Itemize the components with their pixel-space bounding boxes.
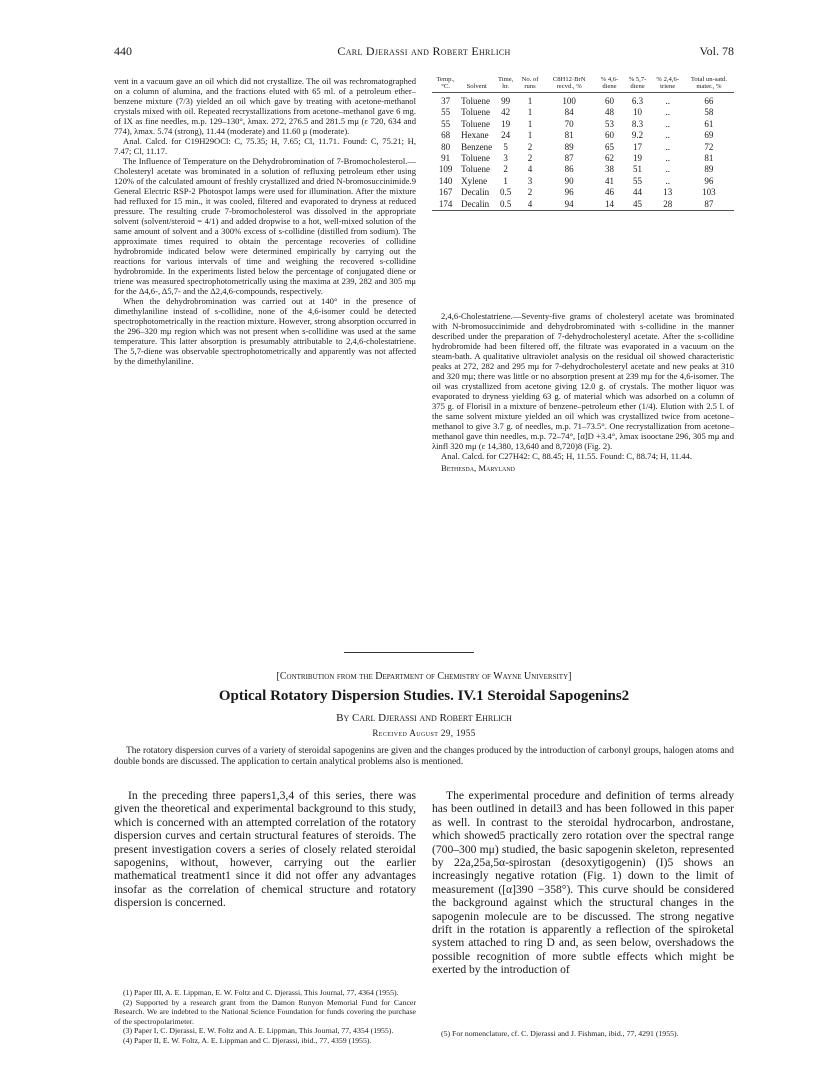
table-row [432, 130, 734, 141]
table-cell: 6.3 [631, 96, 644, 106]
footnote: (4) Paper II, E. W. Foltz, A. E. Lippman and C. Djerassi, ibid., 77, 4359 (1955). [123, 1035, 372, 1045]
table-cell: 45 [624, 199, 652, 211]
table-cell: 2 [527, 187, 533, 198]
table-cell: 4 [517, 199, 543, 211]
table-cell: 90 [564, 175, 574, 186]
table-cell: 65 [604, 141, 614, 152]
footnote: (3) Paper I, C. Djerassi, E. W. Foltz and A. E. Lippman, This Journal, 77, 4354 (1955). [123, 1026, 394, 1036]
table-cell: 81 [564, 130, 574, 141]
table-row [432, 153, 734, 164]
table-cell: 1 [527, 118, 533, 129]
footnote: (5) For nomenclature, cf. C. Djerassi and J. Fishman, ibid., 77, 4291 (1955). [441, 1029, 679, 1038]
table-cell: .. [665, 141, 670, 152]
table-cell: 60 [604, 96, 614, 106]
table-cell: 94 [543, 199, 596, 211]
table-cell: Toluene [461, 96, 491, 106]
analysis-paragraph: Anal. Calcd. for C19H29OCl: C, 75.35; H, 7.65; Cl, 11.71. Found: C, 75.21; H, 7.47; Cl, 11.17. [114, 136, 416, 156]
table-cell: 2 [527, 153, 533, 164]
experimental-left-column [114, 76, 416, 366]
table-cell: .. [665, 164, 670, 175]
column-header: % 4,6-diene [595, 76, 623, 93]
table-cell: 55 [633, 175, 643, 186]
table-cell: .. [665, 130, 670, 141]
table-cell: 5 [503, 141, 508, 152]
table-cell: 174 [432, 199, 459, 211]
table-cell: 14 [595, 199, 623, 211]
table-cell: 167 [438, 187, 453, 198]
experimental-right-column [432, 311, 734, 473]
table-cell: 38 [604, 164, 614, 175]
paragraph: In the preceding three papers1,3,4 of this series, there was given the theoretical and experimental background to this study, which is concerned with an attempted correlation of the rotatory dispersion curves and certain structural features of steroids. The present investigation covers a series of closely related steroidal sapogenins, without, however, carrying out the earlier mathematical treatment1 since it did not offer any advantages insofar as the correlation of chemical structure and rotatory dispersion is concerned. [114, 789, 416, 910]
table-cell: 2 [527, 141, 533, 152]
table-cell: 1 [527, 96, 533, 106]
table-cell: 1 [527, 130, 533, 141]
table-cell: .. [665, 175, 670, 186]
footnote: (1) Paper III, A. E. Lippman, E. W. Foltz and C. Djerassi, This Journal, 77, 4364 (1955). [123, 988, 399, 997]
table-cell: Benzene [461, 141, 493, 152]
paragraph: 2,4,6-Cholestatriene.—Seventy-five grams of cholesteryl acetate was brominated with N-bromosuccinimide and dehydrobrominated with s-collidine in the manner described under the preparation of 7-dehydrocholesteryl acetate. After the s-collidine hydrobromide had been filtered off, the filtrate was evaporated in a vacuum on the steam-bath. A qualitative ultraviolet analysis on the residual oil showed characteristic peaks at 272, 282 and 295 mμ for 7-dehydrocholesteryl acetate and new peaks at 310 and 320 mμ; there was little or no absorption present at 239 mμ for the 4,6-isomer. The oil was crystallized from acetone giving 12.0 g. of crystals. The mother liquor was evaporated to dryness yielding 63 g. of material which was adsorbed on a column of 375 g. of Florisil in a mixture of benzene–petroleum ether (1/4). Elution with 2.5 l. of the same solvent mixture yielded an oil which was crystallized twice from acetone–methanol to give 3.7 g. of needles, m.p. 71–73.5°. One recrystallization from acetone–methanol gave thin needles, m.p. 72–74°, [α]D +3.4°, λmax isooctane 296, 305 mμ and λinfl 320 mμ (ε 14,380, 13,640 and 8,720)8 (Fig. 2). [432, 311, 734, 451]
table-cell: 89 [564, 141, 574, 152]
table-cell: 42 [501, 107, 511, 118]
table-cell: 60 [604, 130, 614, 141]
page-number: 440 [114, 44, 132, 58]
paragraph: The experimental procedure and definition of terms already has been outlined in detail3 and has been followed in this paper as well. In contrast to the steroidal hydrocarbon, androstane, which showed5 practically zero rotation over the spectral range (700–300 mμ) studied, the basic sapogenin skeleton, represented by 22a,25a,5α-spirostan (desoxytigogenin) (I)5 shows an increasingly negative rotation (Fig. 1) down to the limit of measurement ([α]390 −358°). This curve should be considered the background against which the structural changes in the sapogenin molecule are to be discussed. The strong negative drift in the rotation is apparently a reflection of the spiroketal system attached to ring D and, as seen below, overshadows the possible recognition of more subtle effects which might be exerted by the introduction of [432, 789, 734, 977]
column-header: Solvent [459, 76, 494, 93]
table-cell: 96 [704, 175, 714, 186]
table-cell: 24 [501, 130, 511, 141]
table-cell: .. [665, 107, 670, 118]
table-cell: 53 [604, 118, 614, 129]
table-cell: 8.3 [631, 118, 644, 129]
table-cell: 10 [633, 107, 643, 118]
article-authors: By Carl Djerassi and Robert Ehrlich [336, 712, 512, 724]
contribution-line: [Contribution from the Department of Chemistry of Wayne University] [276, 671, 572, 682]
table-row [432, 107, 734, 118]
table-cell: 68 [441, 130, 451, 141]
table-cell: 3 [527, 175, 533, 186]
column-header: No. of runs [517, 76, 543, 93]
column-header: C8H12·BrN recvd., % [543, 76, 596, 93]
table-cell: Decalin [459, 199, 494, 211]
body-right-column [432, 789, 734, 977]
column-header: Temp., °C. [432, 76, 459, 93]
page-header [114, 44, 734, 60]
table-cell: 1 [527, 107, 533, 118]
volume-label: Vol. 78 [699, 44, 734, 58]
table-cell: 2 [503, 164, 508, 175]
table-cell: 72 [704, 141, 714, 152]
table-cell: 69 [704, 130, 714, 141]
table-cell: .. [665, 153, 670, 164]
column-header: % 2,4,6-triene [652, 76, 684, 93]
section-divider [344, 652, 474, 653]
table-cell: Xylene [461, 175, 488, 186]
analysis-paragraph: Anal. Calcd. for C27H42: C, 88.45; H, 11.55. Found: C, 88.74; H, 11.44. [441, 451, 692, 461]
column-header: Time, hr. [494, 76, 517, 93]
table-cell: 13 [663, 187, 673, 198]
table-row [432, 187, 734, 198]
table-header-row [432, 76, 734, 93]
dehydrobromination-table [432, 76, 734, 211]
table-row [432, 164, 734, 175]
table-cell: 37 [441, 96, 451, 106]
table-row [432, 142, 734, 153]
table-cell: 81 [704, 153, 714, 164]
footnote: (2) Supported by a research grant from the Damon Runyon Memorial Fund for Cancer Research. We are indebted to the National Science Foundation for funds covering the purchase of the spectropolarimeter. [114, 997, 416, 1026]
table-cell: 17 [633, 141, 643, 152]
table-cell: 62 [604, 153, 614, 164]
table-cell: 87 [684, 199, 734, 211]
table-cell: Decalin [461, 187, 490, 198]
table-cell: 80 [441, 141, 451, 152]
abstract: The rotatory dispersion curves of a variety of steroidal sapogenins are given and the changes produced by the introduction of carbonyl groups, halogen atoms and double bonds are discussed. The application to certain analytical problems also is mentioned. [114, 746, 734, 767]
table-cell: Toluene [461, 164, 491, 175]
footnotes-right [432, 1029, 734, 1039]
table-cell: 70 [564, 118, 574, 129]
table-cell: 51 [633, 164, 643, 175]
table-cell: 96 [564, 187, 574, 198]
running-title: Carl Djerassi and Robert Ehrlich [337, 44, 511, 58]
table-cell: 0.5 [494, 199, 517, 211]
table-cell: 1 [503, 175, 508, 186]
column-header: % 5,7-diene [624, 76, 652, 93]
table-cell: 44 [633, 187, 643, 198]
table-cell: 140 [438, 175, 453, 186]
table-cell: Toluene [461, 153, 491, 164]
table-cell: Hexane [461, 130, 489, 141]
table-row [432, 93, 734, 108]
table-cell: 48 [604, 107, 614, 118]
table-cell: 86 [564, 164, 574, 175]
table-cell: 3 [503, 153, 508, 164]
table-cell: 19 [501, 118, 511, 129]
table-cell: 41 [604, 175, 614, 186]
table-cell: Toluene [461, 107, 491, 118]
column-header: Total un-satd. mater., % [684, 76, 734, 93]
table-cell: .. [665, 96, 670, 106]
body-left-column [114, 789, 416, 910]
table-row [432, 176, 734, 187]
table-cell: 91 [441, 153, 451, 164]
received-date: Received August 29, 1955 [372, 728, 476, 738]
table-cell: 58 [704, 107, 714, 118]
table-cell: 28 [652, 199, 684, 211]
footnotes-left [114, 988, 416, 1046]
article-title: Optical Rotatory Dispersion Studies. IV.1 Steroidal Sapogenins2 [218, 688, 630, 704]
table-cell: 66 [704, 96, 714, 106]
table-cell: .. [665, 118, 670, 129]
table-cell: 84 [564, 107, 574, 118]
table-cell: 9.2 [631, 130, 644, 141]
paragraph: The Influence of Temperature on the Dehydrobromination of 7-Bromocholesterol.—Cholesteryl acetate was brominated in a solution of refluxing petroleum ether using 120% of the calculated amount of freshly crystallized and dried N-bromosuccinimide.9 General Electric RSP-2 Photospot lamps were used for illumination. After the mixture had refluxed for 15 min., it was cooled, filtered and evaporated to dryness at reduced pressure. The resulting crude 7-bromocholesterol was dissolved in the appropriate solvent (solvent/steroid = 4/1) and added dropwise to a hot, well-mixed solution of the same amount of solvent and a 300% excess of s-collidine (distilled from sodium). The approximate times required to obtain the percentage recoveries of collidine hydrobromide indicated below were determined empirically by carrying out the reactions for various intervals of time and weighing the recovered s-collidine hydrobromide. In the experiments listed below the percentage of conjugated diene or triene was measured spectrophotometrically using the maxima at 239, 282 and 305 mμ for the Δ4,6-, Δ5,7- and the Δ2,4,6-compounds, respectively. [114, 156, 416, 296]
table-cell: 109 [438, 164, 453, 175]
location-line: Bethesda, Maryland [441, 463, 516, 473]
paragraph: When the dehydrobromination was carried out at 140° in the presence of dimethylaniline instead of s-collidine, none of the 4,6-isomer could be detected spectrophotometrically in the reaction mixture. However, strong absorption occurred in the 296–320 mμ region which was not present when s-collidine was used at the same temperature. This latter absorption is presumably attributable to 2,4,6-cholestatriene. The 5,7-diene was observable spectrophotometrically and apparently was not affected by the dimethylaniline. [114, 296, 416, 366]
table-cell: 61 [704, 118, 714, 129]
table-row [432, 119, 734, 130]
table-cell: 0.5 [500, 187, 512, 198]
table-cell: Toluene [461, 118, 491, 129]
table-cell: 103 [702, 187, 716, 198]
table-cell: 46 [604, 187, 614, 198]
table-cell: 100 [562, 96, 576, 106]
table-cell: 19 [633, 153, 643, 164]
table-cell: 55 [441, 118, 451, 129]
table-cell: 4 [527, 164, 533, 175]
table-cell: 55 [441, 107, 451, 118]
table-cell: 89 [704, 164, 714, 175]
table-cell: 87 [564, 153, 574, 164]
table-row [432, 199, 734, 211]
paragraph: vent in a vacuum gave an oil which did not crystallize. The oil was rechromatographed on a column of alumina, and the fractions eluted with 65 ml. of a petroleum ether–benzene mixture (7/3) yielded an oil which gave by treating with acetone-methanol crystals mixed with oil. Repeated recrystallizations from acetone–methanol gave 6 mg. of IX as fine needles, m.p. 129–130°, λmax. 272, 276.5 and 281.5 mμ (ε 720, 634 and 774), λmax. 5.74 (strong), 11.44 (moderate) and 11.60 μ (moderate). [114, 76, 416, 136]
table-cell: 99 [501, 96, 511, 106]
